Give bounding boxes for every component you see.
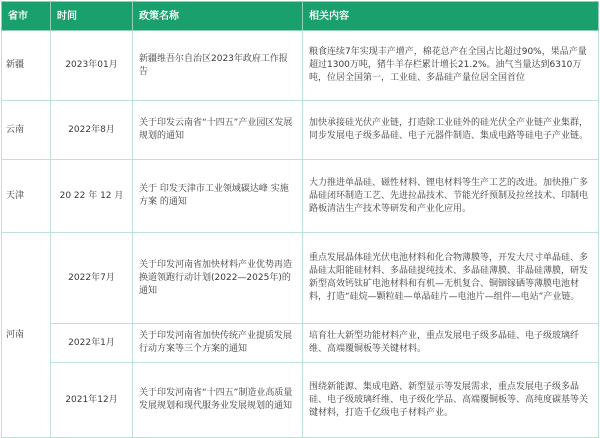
table-row [2,101,599,160]
date-cell: 2023年01月 [51,31,133,101]
content-cell: 围绕新能源、集成电路、新型显示等发展需求，重点发展电子级多晶硅、电子级玻璃纤维、电子级化学品、高端覆铜板等、高纯度碳基等关键材料，打造千亿级电子材料产业。 [303,363,599,438]
policy-name-cell: 关于印发河南省加快材料产业优势再造换道领跑行动计划(2022—2025年)的通知 [133,233,303,324]
table-row [2,160,599,233]
table-header-row [2,2,599,31]
province-cell: 新疆 [2,31,51,101]
date-cell: 2022年1月 [51,324,133,363]
content-cell: 大力推进单晶硅、磁性材料、锂电材料等生产工艺的改进。加快推广多晶硅闭环制造工艺、先进拉晶技术、节能光纤预制及拉丝技术、印制电路板清洁生产技术等研发和产业化应用。 [303,160,599,233]
table-row [2,363,599,438]
date-cell: 20 22 年 12 月 [51,160,133,233]
policy-name-cell: 关于印发云南省“十四五”产业园区发展规划的通知 [133,101,303,160]
header-policy-name: 政策名称 [133,2,303,31]
policy-name-cell: 关于 印发天津市工业领域碳达峰 实施方案 的通知 [133,160,303,233]
policy-table [1,1,599,438]
date-cell: 2021年12月 [51,363,133,438]
province-cell: 河南 [2,233,51,438]
table-row [2,233,599,324]
header-province: 省市 [2,2,51,31]
content-cell: 培育壮大新型功能材料产业，重点发展电子级多晶硅、电子级玻璃纤维、高端覆铜板等关键材料。 [303,324,599,363]
header-content: 相关内容 [303,2,599,31]
date-cell: 2022年7月 [51,233,133,324]
header-date: 时间 [51,2,133,31]
province-cell: 天津 [2,160,51,233]
policy-name-cell: 关于印发河南省“十四五”制造业高质量发展规划和现代服务业发展规划的通知 [133,363,303,438]
policy-name-cell: 新疆维吾尔自治区2023年政府工作报告 [133,31,303,101]
content-cell: 粮食连续7年实现丰产增产，棉花总产在全国占比超过90%，果品产量超过1300万吨，猪牛羊存栏累计增长21.2%。油气当量达到6310万吨，位居全国第一，工业硅、多晶硅产量位居全国首位 [303,31,599,101]
content-cell: 加快承接硅光伏产业链，打造除工业硅外的硅光伏全产业链产业集群，同步发展电子级多晶硅、电子元器件制造、集成电路等硅电子产业链。 [303,101,599,160]
content-cell: 重点发展晶体硅光伏电池材料和化合物薄膜等，开发大尺寸单晶硅、多晶硅太阳能硅材料、多晶硅提纯技术、多晶硅薄膜、非晶硅薄膜，研发新型高效钙钛矿电池材料和有机—无机复合、铜铟镓硒等薄膜电池材料，打造“硅烷—颗粒硅—单晶硅片—电池片—组件—电站”产业链。 [303,233,599,324]
table-row [2,31,599,101]
policy-name-cell: 关于印发河南省加快传统产业提质发展行动方案等三个方案的通知 [133,324,303,363]
province-cell: 云南 [2,101,51,160]
date-cell: 2022年8月 [51,101,133,160]
table-row [2,324,599,363]
